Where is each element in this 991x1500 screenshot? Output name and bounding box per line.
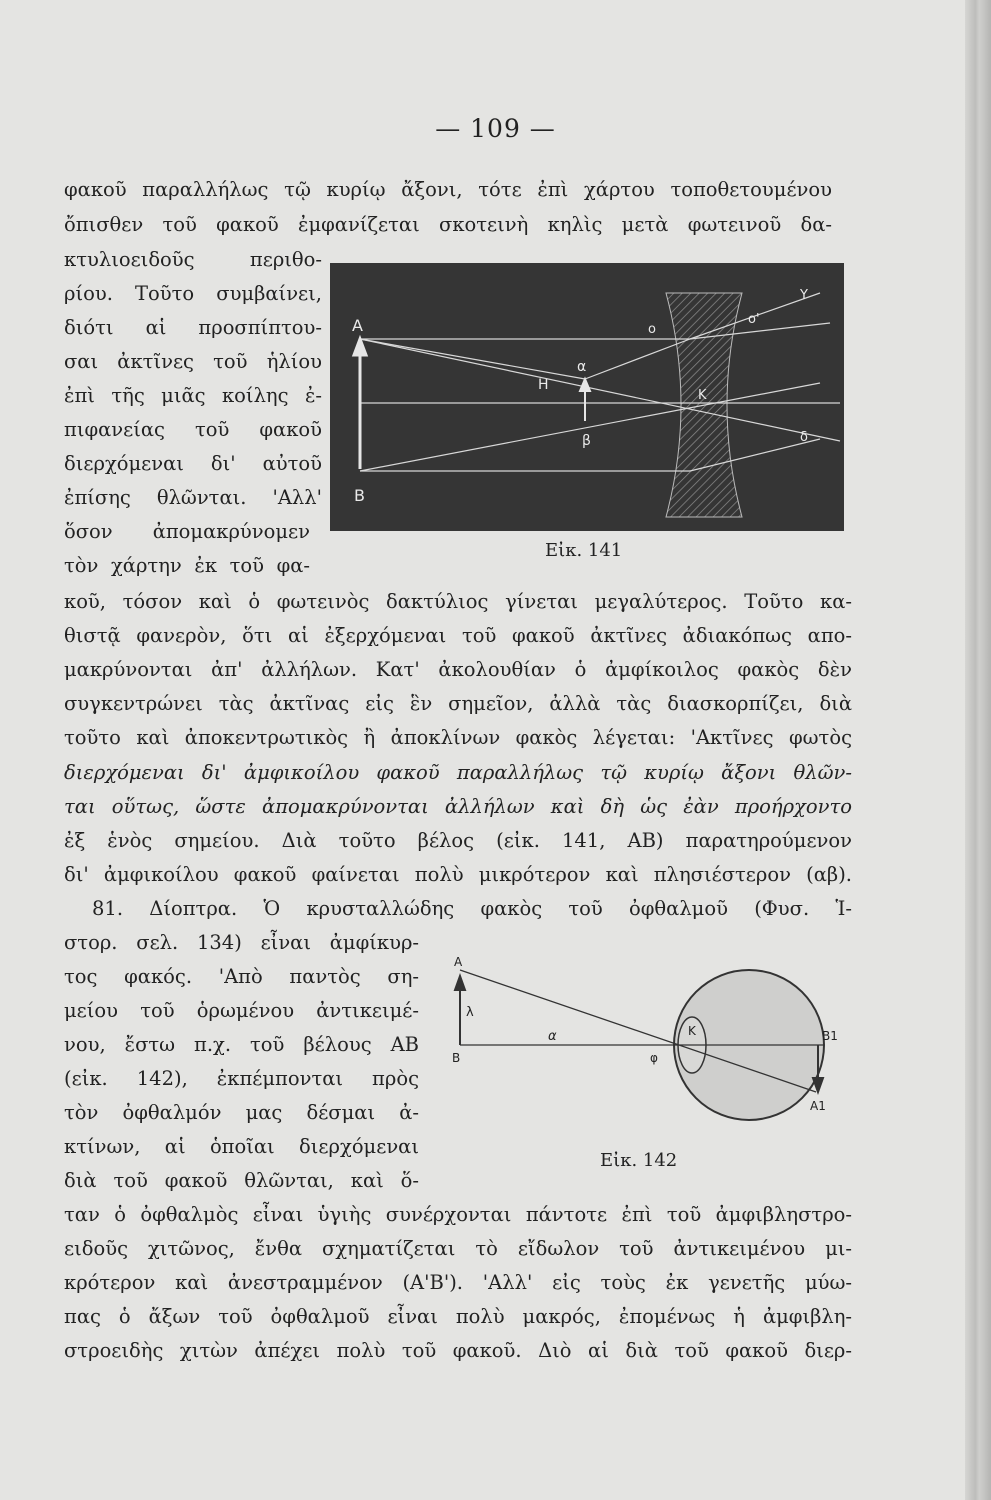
text-line: κρότερον καὶ ἀνεστραμμένον (Α'Β'). 'Αλλ' εἰς τοὺς ἐκ γενετῆς μύω- bbox=[64, 1271, 852, 1294]
label-o-prime: ο' bbox=[748, 312, 760, 327]
label-B: Β bbox=[354, 486, 365, 505]
text-line: (εἰκ. 142), ἐκπέμπονται πρὸς bbox=[64, 1067, 419, 1090]
text-line: μακρύνονται ἀπ' ἀλλήλων. Κατ' ἀκολουθίαν ὁ ἀμφίκοιλος φακὸς δὲν bbox=[64, 658, 852, 681]
text-line: τος φακός. 'Απὸ παντὸς ση- bbox=[64, 965, 419, 988]
label-alpha: α bbox=[548, 1029, 557, 1044]
label-B: Β bbox=[452, 1051, 461, 1065]
text-line: νου, ἔστω π.χ. τοῦ βέλους ΑΒ bbox=[64, 1033, 419, 1056]
text-line: θιστᾷ φανερὸν, ὅτι αἱ ἐξερχόμεναι τοῦ φακοῦ ἀκτῖνες ἀδιακόπως απο- bbox=[64, 624, 852, 647]
label-B1: Β1 bbox=[822, 1029, 838, 1043]
figure-142-eye-diagram bbox=[444, 950, 844, 1150]
text-line: φακοῦ παραλλήλως τῷ κυρίῳ ἄξονι, τότε ἐπὶ χάρτου τοποθετουμένου bbox=[64, 178, 832, 201]
section-heading-line: 81. Δίοπτρα. Ὁ κρυσταλλώδης φακὸς τοῦ ὀφθαλμοῦ (Φυσ. Ἱ- bbox=[92, 897, 852, 920]
figure-141-caption: Εἰκ. 141 bbox=[545, 540, 623, 561]
text-line: κτίνων, αἱ ὁποῖαι διερχόμεναι bbox=[64, 1135, 419, 1158]
text-line: κοῦ, τόσον καὶ ὁ φωτεινὸς δακτύλιος γίνεται μεγαλύτερος. Τοῦτο κα- bbox=[64, 590, 852, 613]
text-line: τὸν χάρτην ἐκ τοῦ φα- bbox=[64, 554, 310, 577]
text-line: στροειδὴς χιτὼν ἀπέχει πολὺ τοῦ φακοῦ. Διὸ αἱ διὰ τοῦ φακοῦ διερ- bbox=[64, 1339, 852, 1362]
text-line: συγκεντρώνει τὰς ἀκτῖνας εἰς ἓν σημεῖον, ἀλλὰ τὰς διασκορπίζει, διὰ bbox=[64, 692, 852, 715]
text-line: δι' ἀμφικοίλου φακοῦ φαίνεται πολὺ μικρότερον καὶ πλησιέστερον (αβ). bbox=[64, 863, 852, 886]
text-line: τὸν ὀφθαλμόν μας δέσμαι ἀ- bbox=[64, 1101, 419, 1124]
text-line: ρίου. Τοῦτο συμβαίνει, bbox=[64, 282, 322, 305]
text-line: ὄπισθεν τοῦ φακοῦ ἐμφανίζεται σκοτεινὴ κηλὶς μετὰ φωτεινοῦ δα- bbox=[64, 213, 832, 236]
label-K: Κ bbox=[688, 1024, 696, 1038]
label-A: Α bbox=[454, 955, 463, 969]
text-line: ταν ὁ ὀφθαλμὸς εἶναι ὑγιὴς συνέρχονται πάντοτε ἐπὶ τοῦ ἀμφιβληστρο- bbox=[64, 1203, 852, 1226]
text-line: μείου τοῦ ὁρωμένου ἀντικειμέ- bbox=[64, 999, 419, 1022]
object-arrow-AB bbox=[455, 976, 465, 1045]
label-A1: Α1 bbox=[810, 1099, 826, 1113]
label-phi: φ bbox=[650, 1051, 658, 1065]
label-delta: δ bbox=[800, 430, 808, 445]
text-line: ἐπίσης θλῶνται. 'Αλλ' bbox=[64, 486, 322, 509]
text-line: πιφανείας τοῦ φακοῦ bbox=[64, 418, 322, 441]
text-line-italic: ται οὕτως, ὥστε ἀπομακρύνονται ἀλλήλων καὶ δὴ ὡς ἐὰν προήρχοντο bbox=[64, 795, 852, 818]
text-line-italic: διερχόμεναι δι' ἀμφικοίλου φακοῦ παραλλήλως τῷ κυρίῳ ἄξονι θλῶν- bbox=[64, 761, 852, 784]
figure-background bbox=[330, 263, 844, 531]
text-line: πας ὁ ἄξων τοῦ ὀφθαλμοῦ εἶναι πολὺ μακρός, ἐπομένως ἡ ἀμφιβλη- bbox=[64, 1305, 852, 1328]
text-line: στορ. σελ. 134) εἶναι ἀμφίκυρ- bbox=[64, 931, 419, 954]
page-edge bbox=[965, 0, 991, 1500]
label-Y: Υ bbox=[800, 288, 808, 303]
text-line: ειδοῦς χιτῶνος, ἔνθα σχηματίζεται τὸ εἴδωλον τοῦ ἀντικειμένου μι- bbox=[64, 1237, 852, 1260]
text-line: ἐξ ἑνὸς σημείου. Διὰ τοῦτο βέλος (εἰκ. 141, ΑΒ) παρατηρούμενον bbox=[64, 829, 852, 852]
text-line: κτυλιοειδοῦς περιθο- bbox=[64, 248, 322, 271]
label-beta: β bbox=[582, 433, 591, 449]
text-line: διὰ τοῦ φακοῦ θλῶνται, καὶ ὅ- bbox=[64, 1169, 419, 1192]
label-H: Η bbox=[538, 377, 549, 393]
text-line: διερχόμεναι δι' αὐτοῦ bbox=[64, 452, 322, 475]
label-o: ο bbox=[648, 322, 656, 337]
text-line: ἐπὶ τῆς μιᾶς κοίλης ἐ- bbox=[64, 384, 322, 407]
label-lambda: λ bbox=[466, 1005, 474, 1020]
text-line: ὅσον ἀπομακρύνομεν bbox=[64, 520, 310, 543]
text-line: διότι αἱ προσπίπτου- bbox=[64, 316, 322, 339]
label-K: Κ bbox=[698, 388, 707, 403]
figure-141-diverging-lens bbox=[330, 263, 844, 531]
page-number: — 109 — bbox=[435, 114, 556, 143]
text-line: τοῦτο καὶ ἀποκεντρωτικὸς ἢ ἀποκλίνων φακὸς λέγεται: 'Ακτῖνες φωτὸς bbox=[64, 726, 852, 749]
label-A: Α bbox=[352, 316, 363, 335]
figure-142-caption: Εἰκ. 142 bbox=[600, 1150, 678, 1171]
label-alpha: α bbox=[577, 359, 587, 375]
text-line: σαι ἀκτῖνες τοῦ ἡλίου bbox=[64, 350, 322, 373]
